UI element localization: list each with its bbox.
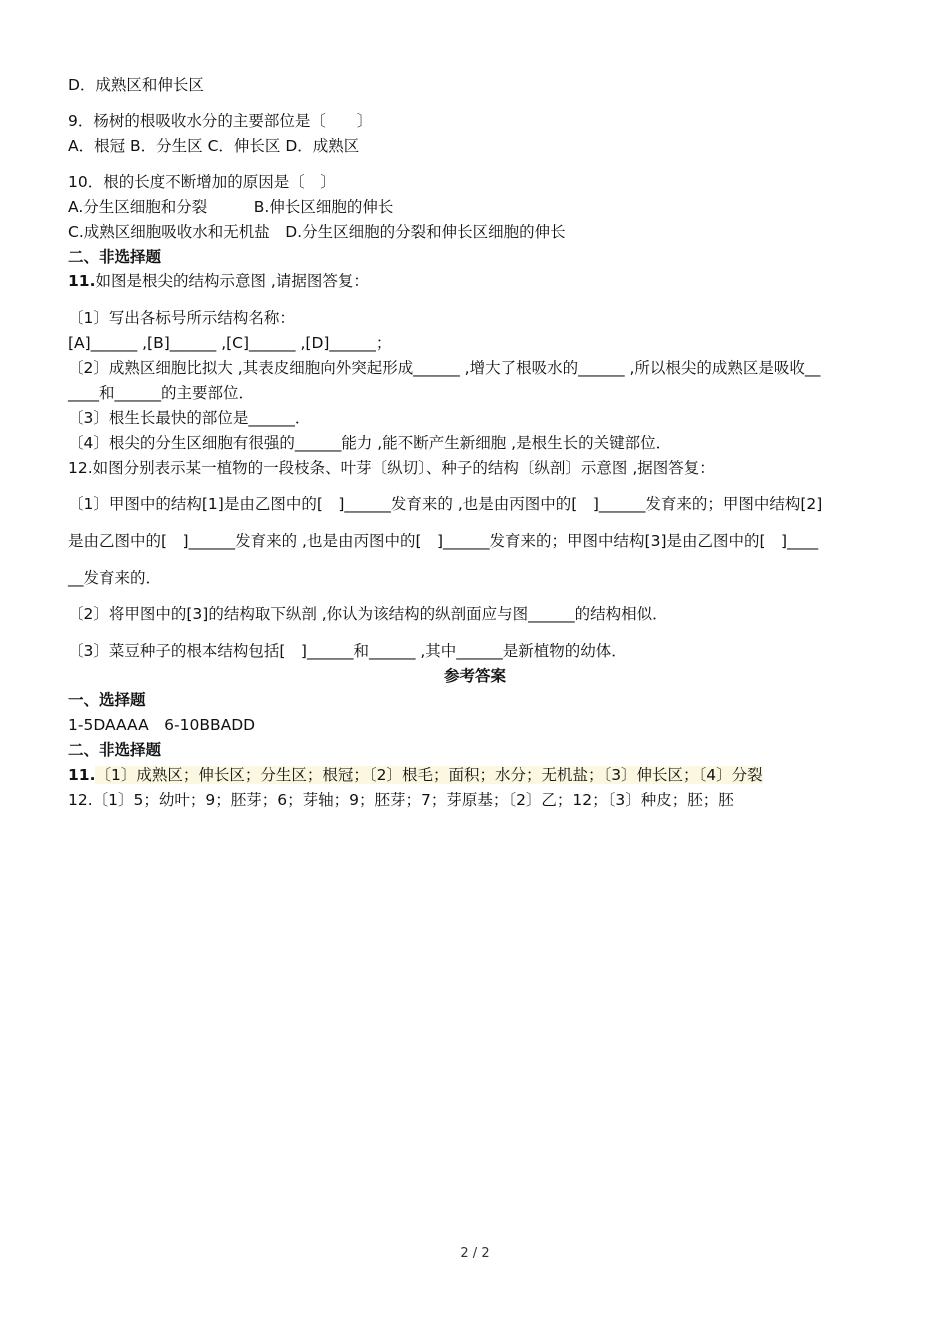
q11-part3: 〔3〕根生长最快的部位是______． <box>68 409 311 427</box>
q11-number: 11. <box>68 272 96 290</box>
q10-options-cd: C.成熟区细胞吸收水和无机盐 D.分生区细胞的分裂和伸长区细胞的伸长 <box>68 223 566 241</box>
q8-option-d: D．成熟区和伸长区 <box>68 76 204 94</box>
section-heading-non-choice: 二、非选择题 <box>68 248 162 266</box>
answer-choice-values: 1-5DAAAA 6-10BBADD <box>68 716 256 734</box>
q11-stem <box>68 271 369 291</box>
q11-text: 如图是根尖的结构示意图 ,请据图答复： <box>95 272 369 290</box>
answer-section-non-choice: 二、非选择题 <box>68 741 162 759</box>
q11-part1-blanks: [A]______ ,[B]______ ,[C]______ ,[D]______； <box>68 334 392 352</box>
q12-part3: 〔3〕菜豆种子的根本结构包括[ ]______和______ ,其中______是新植物的幼体． <box>68 642 627 660</box>
page-number: 2 / 2 <box>460 1246 490 1261</box>
q9-stem: 9．杨树的根吸收水分的主要部位是〔 〕 <box>68 112 373 130</box>
answer-section-choice: 一、选择题 <box>68 691 146 709</box>
q10-options-ab: A.分生区细胞和分裂 B.伸长区细胞的伸长 <box>68 198 394 216</box>
q12-part2: 〔2〕将甲图中的[3]的结构取下纵剖 ,你认为该结构的纵剖面应与图______的结构相似． <box>68 605 668 623</box>
answer-q11 <box>68 765 763 785</box>
q11-part2-cont: ____和______的主要部位． <box>68 384 255 402</box>
q11-part1: 〔1〕写出各标号所示结构名称： <box>68 309 295 327</box>
answer-key-title: 参考答案 <box>443 667 506 685</box>
q12-part1-cont: 是由乙图中的[ ]______发育来的 ,也是由丙图中的[ ]______发育来的；甲图中结构[3]是由乙图中的[ ]____ <box>68 532 819 550</box>
answer-q11-text: 〔1〕成熟区；伸长区；分生区；根冠；〔2〕根毛；面积；水分；无机盐；〔3〕伸长区；〔4〕分裂 <box>95 766 763 784</box>
q11-part4: 〔4〕根尖的分生区细胞有很强的______能力 ,能不断产生新细胞 ,是根生长的关键部位． <box>68 434 672 452</box>
q10-stem: 10．根的长度不断增加的原因是〔 〕 <box>68 173 336 191</box>
q11-part2: 〔2〕成熟区细胞比拟大 ,其表皮细胞向外突起形成______ ,增大了根吸水的______ ,所以根尖的成熟区是吸收__ <box>68 359 821 377</box>
answer-q12: 12.〔1〕5；幼叶；9；胚芽；6；芽轴；9；胚芽；7；芽原基；〔2〕乙；12；〔3〕种皮；胚；胚 <box>68 791 734 809</box>
q9-options: A．根冠 B．分生区 C．伸长区 D．成熟区 <box>68 137 360 155</box>
q12-stem: 12.如图分别表示某一植物的一段枝条、叶芽〔纵切〕、种子的结构〔纵剖〕示意图 ,据图答复： <box>68 459 715 477</box>
q12-part1-end: __发育来的． <box>68 569 162 587</box>
answer-q11-number: 11. <box>68 766 96 784</box>
q12-part1: 〔1〕甲图中的结构[1]是由乙图中的[ ]______发育来的 ,也是由丙图中的[ ]______发育来的；甲图中结构[2] <box>68 495 823 513</box>
